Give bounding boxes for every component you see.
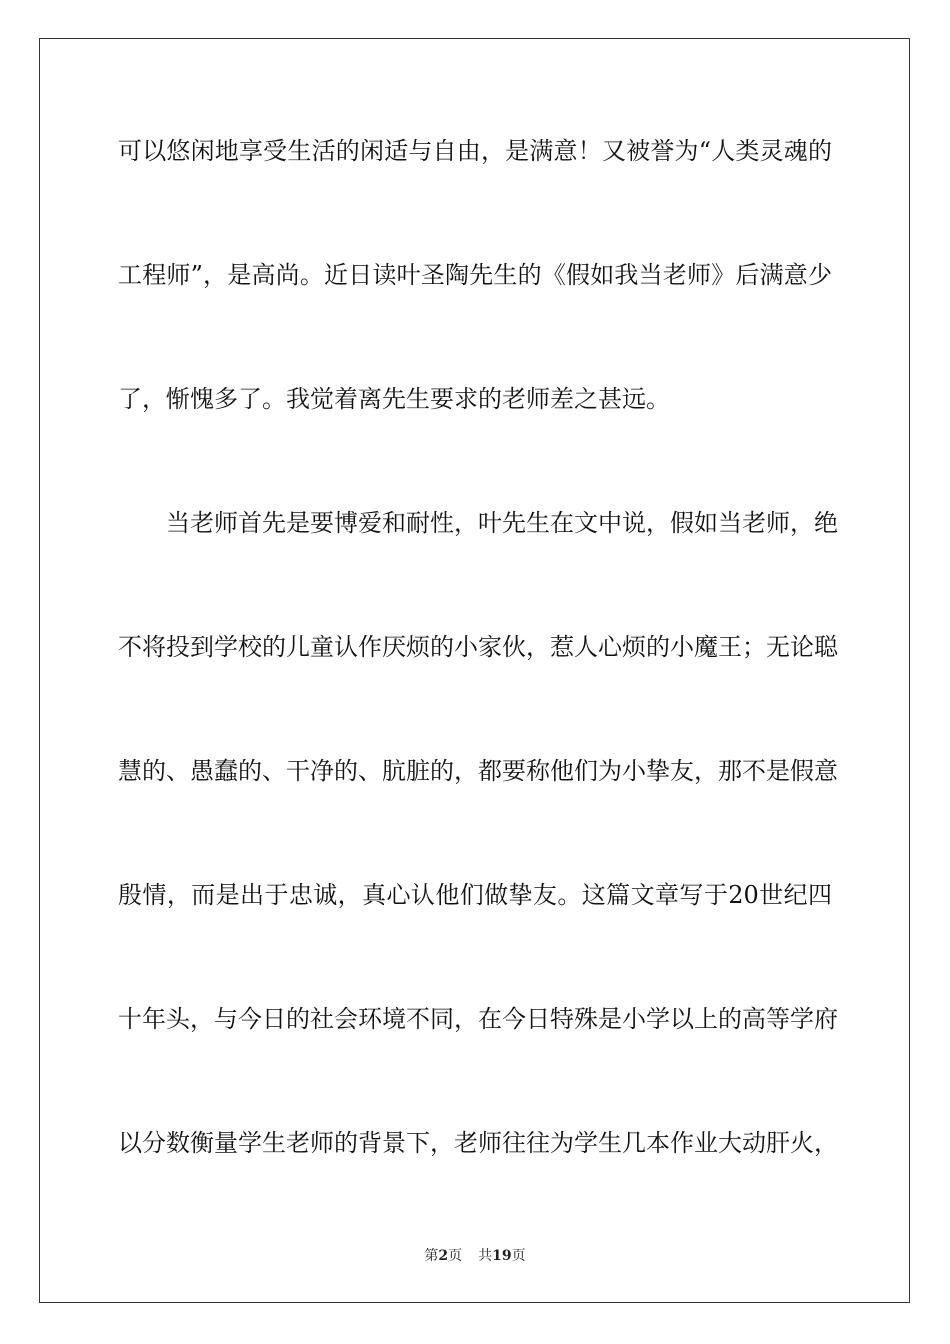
page-border — [39, 38, 910, 1303]
footer-page-total: 19 — [492, 1248, 512, 1264]
body-line-7: 殷情，而是出于忠诚，真心认他们做挚友。这篇文章写于20世纪四 — [118, 881, 832, 909]
footer-total-prefix: 共 — [478, 1248, 493, 1264]
footer-page-suffix: 页 — [448, 1248, 463, 1264]
body-line-2: 工程师”，是高尚。近日读叶圣陶先生的《假如我当老师》后满意少 — [118, 261, 832, 289]
body-line-5: 不将投到学校的儿童认作厌烦的小家伙，惹人心烦的小魔王；无论聪 — [118, 633, 838, 661]
footer-total-suffix: 页 — [511, 1248, 526, 1264]
footer-page-current: 2 — [438, 1248, 449, 1264]
body-line-1: 可以悠闲地享受生活的闲适与自由，是满意！又被誉为“人类灵魂的 — [118, 137, 832, 165]
body-line-6: 慧的、愚蠢的、干净的、肮脏的，都要称他们为小挚友，那不是假意 — [118, 757, 838, 785]
body-line-9: 以分数衡量学生老师的背景下，老师往往为学生几本作业大动肝火， — [118, 1129, 838, 1157]
body-line-3: 了，惭愧多了。我觉着离先生要求的老师差之甚远。 — [118, 385, 670, 413]
footer-page-prefix: 第 — [424, 1248, 439, 1264]
page-footer — [0, 1247, 950, 1265]
body-line-4: 当老师首先是要博爱和耐性，叶先生在文中说，假如当老师，绝 — [166, 509, 838, 537]
body-line-8: 十年头，与今日的社会环境不同，在今日特殊是小学以上的高等学府 — [118, 1005, 838, 1033]
